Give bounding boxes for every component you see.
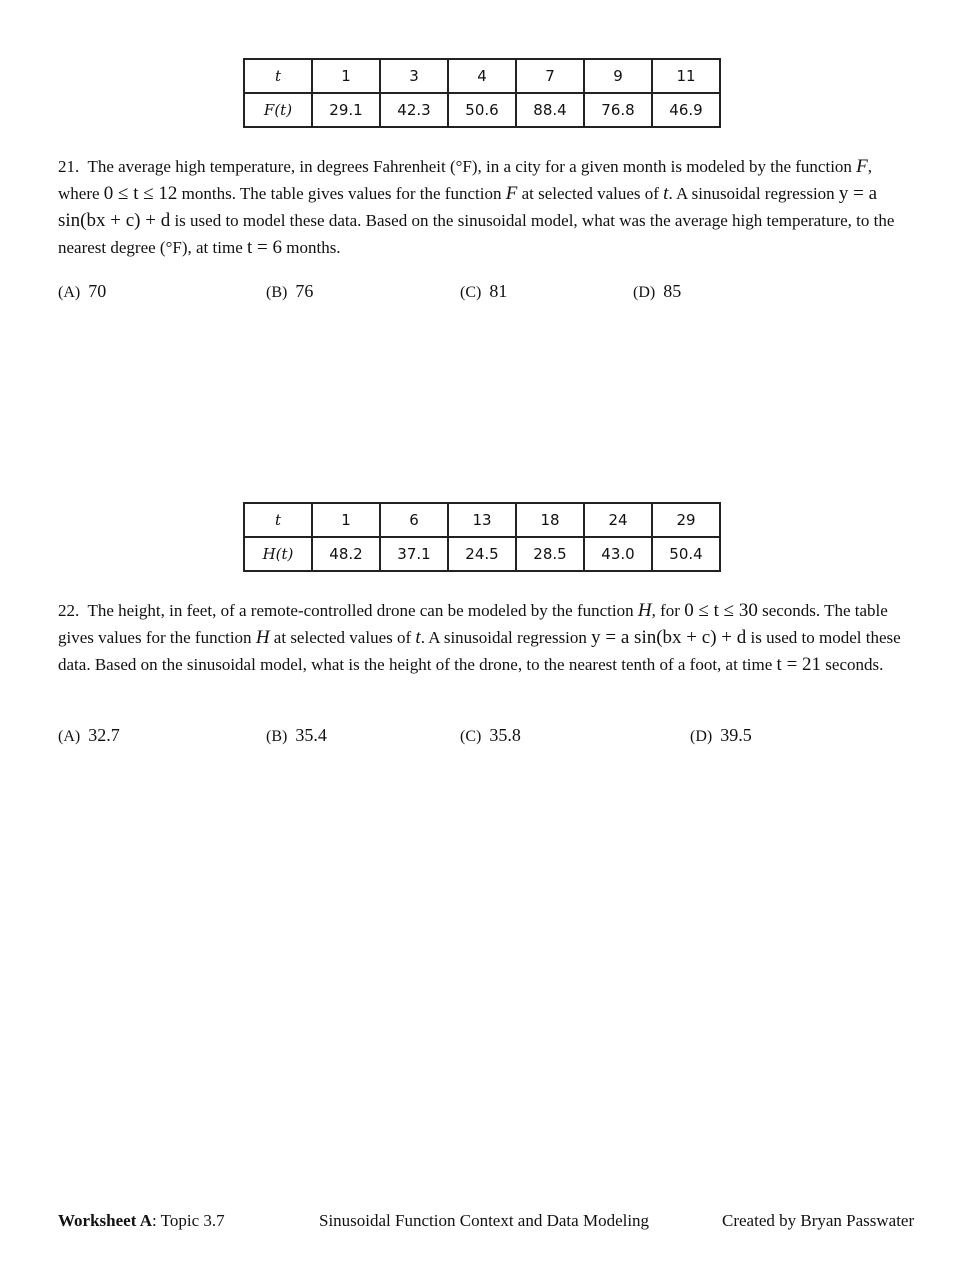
table-cell: 24.5 [448,537,516,571]
question-21-text [58,153,908,261]
math-var: H [637,600,652,621]
math-domain: 0 ≤ t ≤ 12 [103,183,178,204]
table-row-h [244,537,720,571]
table-cell: 11 [652,59,720,93]
math-var: F [856,156,868,177]
table-cell: 24 [584,503,652,537]
choice-label: (A) [58,728,81,745]
text: The average high temperature, in degrees Fahrenheit (°F), in a city for a given month is modeled by the function [87,157,852,176]
choice-label: (B) [266,284,288,301]
table-row-t [244,503,720,537]
math-var: H [255,627,270,648]
table-cell: 42.3 [380,93,448,127]
table-cell: 1 [312,59,380,93]
answer-choice-d[interactable] [633,281,681,302]
table-cell: 4 [448,59,516,93]
table-cell: 1 [312,503,380,537]
table-cell: 37.1 [380,537,448,571]
footer-author: Created by Bryan Passwater [722,1211,915,1230]
question-number: 22. [58,601,80,620]
choice-value: 85 [663,281,682,301]
choice-label: (A) [58,284,81,301]
answer-choice-a[interactable] [58,725,120,746]
math-var: t [415,627,421,648]
table-header-cell: F(t) [244,93,312,127]
text: . A sinusoidal regression [668,184,835,203]
table-cell: 13 [448,503,516,537]
footer-worksheet [58,1211,225,1231]
choice-label: (C) [460,284,482,301]
table-cell: 50.4 [652,537,720,571]
table-header-cell: H(t) [244,537,312,571]
table-cell: 7 [516,59,584,93]
table-cell: 28.5 [516,537,584,571]
table-cell: 3 [380,59,448,93]
table-cell: 29.1 [312,93,380,127]
table-cell: 18 [516,503,584,537]
choice-value: 76 [295,281,314,301]
data-table-h [243,502,721,572]
table-row-t [244,59,720,93]
choice-label: (D) [690,728,713,745]
text: . A sinusoidal regression [420,628,587,647]
math-var: F [505,183,518,204]
choice-value: 39.5 [720,725,752,745]
choice-label: (D) [633,284,656,301]
math-domain: 0 ≤ t ≤ 30 [684,600,758,621]
math-model: y = a sin(bx + c) + d [591,627,747,648]
math-model: y = a sin(bx + c) + d [58,183,878,231]
choice-value: 32.7 [88,725,120,745]
choice-label: (B) [266,728,288,745]
data-table-f [243,58,721,128]
text: is used to model these data. Based on the sinusoidal model, what is the height of the drone, to the nearest tenth of a foot, at time [58,628,901,674]
math-time: t = 21 [776,654,822,675]
table-header-cell: t [244,503,312,537]
table-cell: 76.8 [584,93,652,127]
footer-topic: : Topic 3.7 [151,1211,225,1230]
table-cell: 9 [584,59,652,93]
choice-value: 81 [489,281,508,301]
answer-choice-c[interactable] [460,281,507,302]
table-cell: 46.9 [652,93,720,127]
choice-value: 35.8 [489,725,521,745]
text: at selected values of [273,628,412,647]
table-row-f [244,93,720,127]
text: The height, in feet, of a remote-controlled drone can be modeled by the function [87,601,634,620]
choice-value: 35.4 [295,725,327,745]
question-number: 21. [58,157,80,176]
footer-worksheet-label: Worksheet A [58,1211,152,1230]
table-cell: 88.4 [516,93,584,127]
table-cell: 6 [380,503,448,537]
question-22-text [58,597,908,678]
text: months. The table gives values for the function [181,184,502,203]
answer-choice-b[interactable] [266,725,327,746]
text: , for [651,601,680,620]
text: is used to model these data. Based on the sinusoidal model, what was the average high temperature, to the nearest degree (°F), at time [58,211,895,257]
answer-choice-c[interactable] [460,725,521,746]
table-header-cell: t [244,59,312,93]
table-cell: 48.2 [312,537,380,571]
table-cell: 50.6 [448,93,516,127]
choice-value: 70 [88,281,107,301]
math-time: t = 6 [247,237,282,258]
footer-title: Sinusoidal Function Context and Data Modeling [319,1211,650,1230]
answer-choice-a[interactable] [58,281,106,302]
answer-choice-b[interactable] [266,281,313,302]
text: at selected values of [521,184,659,203]
text: months. [286,238,341,257]
text: seconds. The table gives values for the function [58,601,888,647]
table-cell: 43.0 [584,537,652,571]
text: , where [58,157,873,203]
table-cell: 29 [652,503,720,537]
text: seconds. [825,655,884,674]
choice-label: (C) [460,728,482,745]
math-var: t [663,183,669,204]
answer-choice-d[interactable] [690,725,752,746]
